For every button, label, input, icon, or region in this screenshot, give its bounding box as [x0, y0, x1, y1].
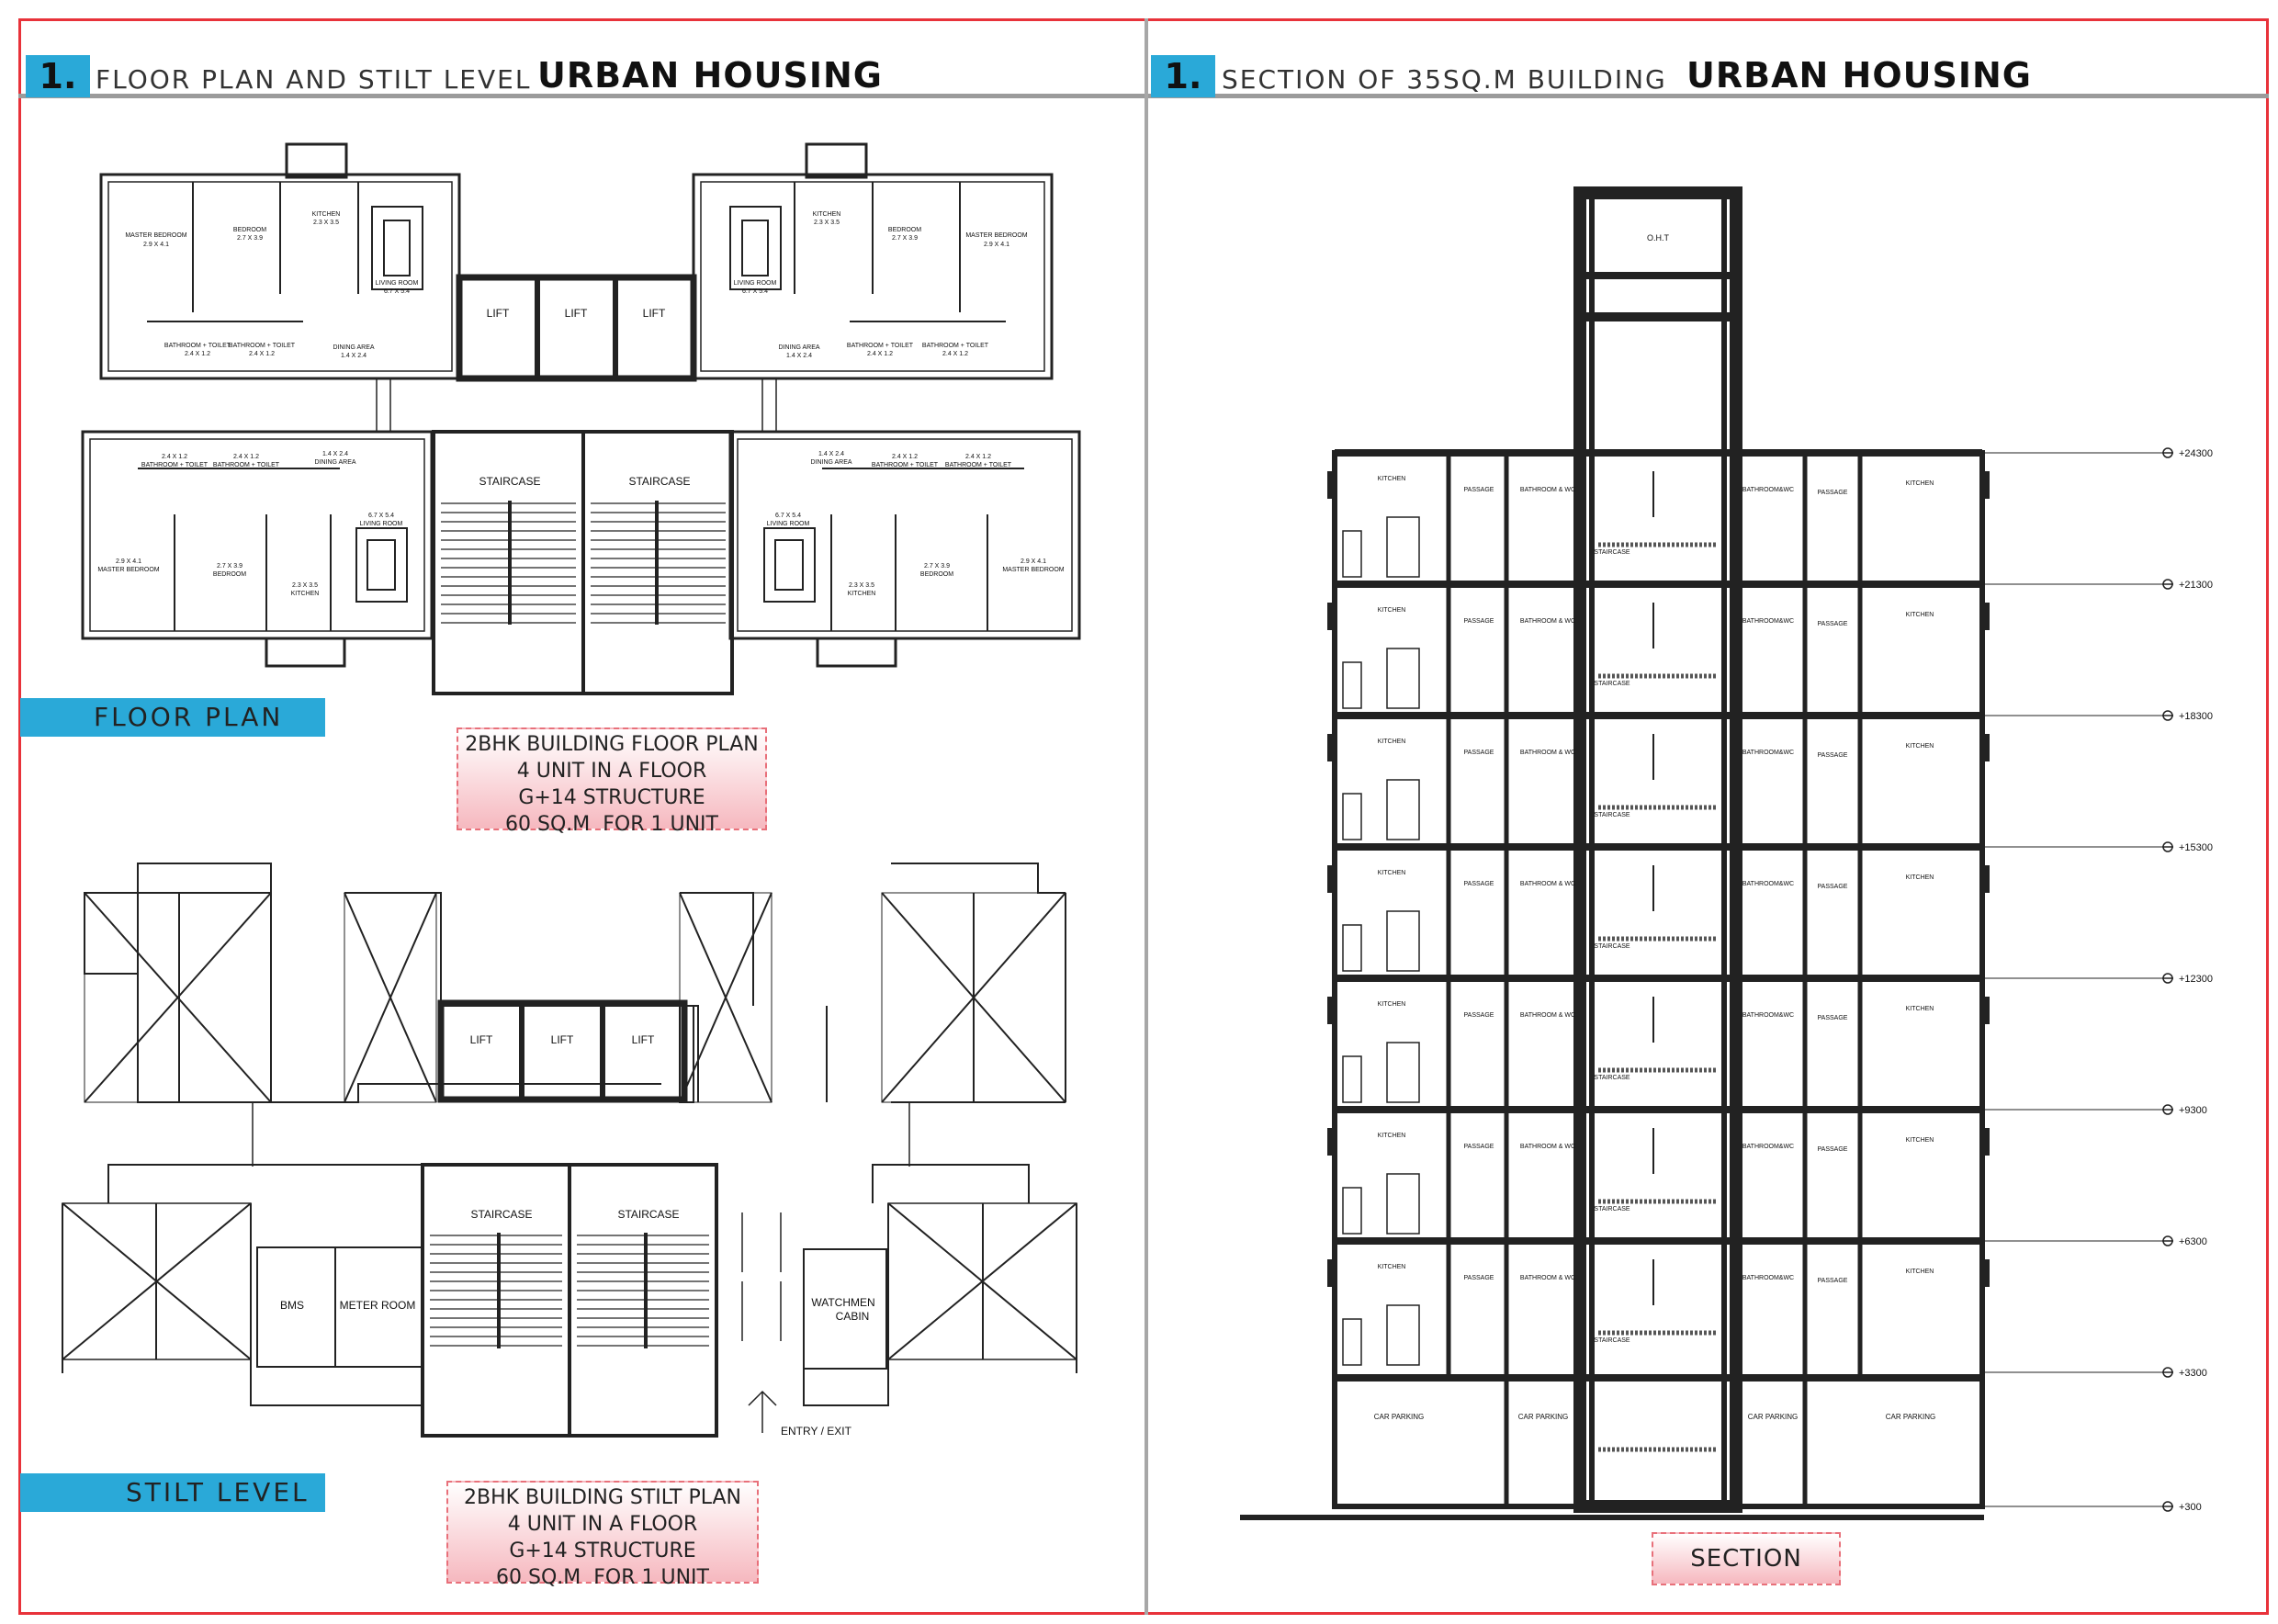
level-label: +300 [2179, 1502, 2202, 1513]
sofa [372, 207, 423, 289]
level-label: +24300 [2179, 448, 2214, 459]
balcony [806, 144, 866, 177]
section-bath-label: BATHROOM&WC [1742, 1275, 1795, 1281]
level-label: +3300 [2179, 1368, 2207, 1379]
watchmen-label: WATCHMEN [811, 1296, 875, 1309]
section-passage-label: PASSAGE [1463, 1144, 1494, 1150]
window-mark [1327, 997, 1335, 1024]
section-bath-label: BATHROOM&WC [1742, 881, 1795, 887]
room-label: BATHROOM + TOILET [921, 343, 989, 349]
section-staircase-label: STAIRCASE [1594, 943, 1630, 950]
fridge [1387, 911, 1419, 971]
room-dim: 1.4 X 2.4 [818, 451, 845, 457]
window-mark [1982, 865, 1990, 893]
section-passage-label: PASSAGE [1817, 1015, 1848, 1021]
staircase-label: STAIRCASE [479, 475, 541, 488]
room-label: BATHROOM + TOILET [871, 462, 939, 468]
section-floors [1327, 453, 1990, 1449]
room-dim: 2.7 X 3.9 [891, 235, 919, 242]
car-parking-label: CAR PARKING [1747, 1413, 1799, 1421]
room-dim: 6.7 X 5.4 [383, 288, 411, 295]
level-label: +12300 [2179, 974, 2214, 985]
section-kitchen-label: KITCHEN [1905, 480, 1934, 487]
section-bath-label: BATHROOM & WC [1519, 1275, 1576, 1281]
stilt-lift-label: LIFT [469, 1033, 493, 1046]
room-label: BEDROOM [212, 571, 247, 578]
room-dim: 1.4 X 2.4 [785, 353, 813, 359]
section-bath-label: BATHROOM & WC [1519, 1012, 1576, 1019]
balcony [266, 638, 344, 666]
section-staircase-label: STAIRCASE [1594, 1075, 1630, 1081]
section-kitchen-label: KITCHEN [1377, 1133, 1406, 1139]
section-staircase-label: STAIRCASE [1594, 681, 1630, 687]
section-kitchen-label: KITCHEN [1377, 607, 1406, 614]
room-label: LIVING ROOM [359, 521, 403, 527]
room-dim: 2.9 X 4.1 [1020, 558, 1047, 565]
section-level-markers [1982, 448, 2213, 1513]
section-kitchen-label: KITCHEN [1377, 739, 1406, 745]
section-bath-label: BATHROOM & WC [1519, 881, 1576, 887]
room-label: MASTER BEDROOM [1002, 567, 1065, 573]
section-bath-label: BATHROOM&WC [1742, 750, 1795, 756]
section-bath-label: BATHROOM&WC [1742, 618, 1795, 625]
room-label: BEDROOM [919, 571, 954, 578]
note-line: 4 UNIT IN A FLOOR [516, 760, 707, 783]
section-passage-label: PASSAGE [1463, 487, 1494, 493]
stilt-lift-label: LIFT [631, 1033, 655, 1046]
room-label: DINING AREA [810, 459, 852, 466]
room-dim: 2.9 X 4.1 [142, 242, 170, 248]
room-label: LIVING ROOM [766, 521, 810, 527]
room-label: BATHROOM + TOILET [141, 462, 209, 468]
window-mark [1327, 865, 1335, 893]
room-label: MASTER BEDROOM [965, 232, 1028, 239]
level-label: +6300 [2179, 1236, 2207, 1247]
level-label: +18300 [2179, 711, 2214, 722]
room-label: KITCHEN [847, 591, 876, 597]
room-dim: 2.4 X 1.2 [891, 454, 919, 460]
room-dim: 2.7 X 3.9 [923, 563, 951, 570]
room-dim: 2.3 X 3.5 [291, 582, 319, 589]
window-mark [1327, 734, 1335, 761]
left-header-subtitle: FLOOR PLAN AND STILT LEVEL [96, 64, 532, 95]
counter [1343, 1056, 1361, 1102]
level-label: +9300 [2179, 1105, 2207, 1116]
stilt-lift-core [441, 1003, 684, 1100]
section-kitchen-label: KITCHEN [1377, 1264, 1406, 1270]
room-dim: 2.7 X 3.9 [216, 563, 243, 570]
section-passage-label: PASSAGE [1817, 884, 1848, 890]
section-staircase-label: STAIRCASE [1594, 812, 1630, 818]
fridge [1387, 1174, 1419, 1234]
balcony [818, 638, 896, 666]
note-line: 4 UNIT IN A FLOOR [507, 1513, 698, 1536]
section-kitchen-label: KITCHEN [1905, 1006, 1934, 1012]
section-bath-label: BATHROOM&WC [1742, 487, 1795, 493]
room-label: MASTER BEDROOM [97, 567, 160, 573]
level-label: +15300 [2179, 842, 2214, 853]
stilt-staircase-label: STAIRCASE [470, 1208, 533, 1221]
left-header-title: URBAN HOUSING [537, 55, 883, 96]
section-bath-label: BATHROOM & WC [1519, 1144, 1576, 1150]
note-line: 60 SQ.M FOR 1 UNIT [505, 813, 718, 836]
room-label: BATHROOM + TOILET [212, 462, 280, 468]
car-parking-label: CAR PARKING [1517, 1413, 1569, 1421]
room-label: BATHROOM + TOILET [944, 462, 1012, 468]
room-dim: 2.9 X 4.1 [115, 558, 142, 565]
note-line: G+14 STRUCTURE [509, 1539, 696, 1562]
room-label: BATHROOM + TOILET [846, 343, 914, 349]
section-passage-label: PASSAGE [1817, 1278, 1848, 1284]
lift-core [459, 277, 694, 378]
window-mark [1982, 1259, 1990, 1287]
section-bath-label: BATHROOM&WC [1742, 1144, 1795, 1150]
room-dim: 2.7 X 3.9 [236, 235, 264, 242]
level-label: +21300 [2179, 580, 2214, 591]
bms-label: BMS [279, 1299, 305, 1312]
room-dim: 6.7 X 5.4 [367, 513, 395, 519]
window-mark [1327, 1128, 1335, 1156]
room-label: LIVING ROOM [733, 280, 777, 287]
fridge [1387, 517, 1419, 577]
room-dim: 6.7 X 5.4 [741, 288, 769, 295]
section-staircase-label: STAIRCASE [1594, 1206, 1630, 1212]
note-line: 60 SQ.M FOR 1 UNIT [496, 1566, 709, 1589]
car-parking-label: CAR PARKING [1885, 1413, 1936, 1421]
window-mark [1327, 603, 1335, 630]
entry-arrow [749, 1392, 776, 1433]
room-dim: 2.4 X 1.2 [942, 351, 969, 357]
room-dim: 1.4 X 2.4 [321, 451, 349, 457]
floor-plan-tab: FLOOR PLAN [20, 698, 325, 737]
room-label: DINING AREA [778, 344, 820, 351]
room-dim: 2.4 X 1.2 [184, 351, 211, 357]
section-passage-label: PASSAGE [1817, 752, 1848, 759]
section-passage-label: PASSAGE [1463, 1012, 1494, 1019]
entry-exit-label: ENTRY / EXIT [781, 1425, 851, 1438]
room-label: BEDROOM [232, 227, 267, 233]
section-kitchen-label: KITCHEN [1377, 870, 1406, 876]
left-section-number: 1. [26, 55, 90, 97]
window-mark [1327, 1259, 1335, 1287]
meter-room-label: METER ROOM [339, 1299, 416, 1312]
fridge [1387, 648, 1419, 708]
stilt-level-tab: STILT LEVEL [20, 1473, 325, 1512]
room-label: LIVING ROOM [375, 280, 419, 287]
section-kitchen-label: KITCHEN [1905, 612, 1934, 618]
section-kitchen-label: KITCHEN [1377, 1001, 1406, 1008]
lift-label: LIFT [486, 307, 510, 320]
section-bath-label: BATHROOM & WC [1519, 750, 1576, 756]
stilt-staircase-label: STAIRCASE [617, 1208, 680, 1221]
room-label: BATHROOM + TOILET [228, 343, 296, 349]
fridge [1387, 1043, 1419, 1102]
room-dim: 6.7 X 5.4 [774, 513, 802, 519]
window-mark [1982, 603, 1990, 630]
section-staircase-label: STAIRCASE [1594, 1337, 1630, 1344]
room-label: DINING AREA [333, 344, 375, 351]
counter [1343, 531, 1361, 577]
fridge [1387, 780, 1419, 840]
section-label: SECTION [1690, 1545, 1802, 1573]
section-kitchen-label: KITCHEN [1905, 1137, 1934, 1144]
balcony [287, 144, 346, 177]
counter [1343, 1188, 1361, 1234]
room-dim: 2.3 X 3.5 [848, 582, 875, 589]
window-mark [1982, 734, 1990, 761]
note-line: 2BHK BUILDING FLOOR PLAN [465, 733, 759, 756]
section-kitchen-label: KITCHEN [1905, 874, 1934, 881]
note-line: G+14 STRUCTURE [518, 786, 705, 809]
stilt-lift-label: LIFT [550, 1033, 574, 1046]
section-bath-label: BATHROOM & WC [1519, 618, 1576, 625]
window-mark [1982, 471, 1990, 499]
stilt-plan [62, 863, 1077, 1436]
oht-label: O.H.T [1647, 233, 1669, 242]
room-label: MASTER BEDROOM [125, 232, 187, 239]
window-mark [1982, 1128, 1990, 1156]
section-passage-label: PASSAGE [1463, 1275, 1494, 1281]
right-header-subtitle: SECTION OF 35SQ.M BUILDING [1222, 64, 1667, 95]
room-dim: 2.4 X 1.2 [232, 454, 260, 460]
room-label: KITCHEN [812, 211, 841, 218]
section-bath-label: BATHROOM&WC [1742, 1012, 1795, 1019]
section-kitchen-label: KITCHEN [1905, 743, 1934, 750]
section-bath-label: BATHROOM & WC [1519, 487, 1576, 493]
sofa [730, 207, 781, 289]
section-passage-label: PASSAGE [1817, 1146, 1848, 1153]
counter [1343, 662, 1361, 708]
watchmen-cabin [804, 1249, 886, 1369]
watchmen-label: CABIN [835, 1310, 870, 1323]
room-dim: 2.4 X 1.2 [964, 454, 992, 460]
right-header-title: URBAN HOUSING [1686, 55, 2032, 96]
room-label: DINING AREA [314, 459, 356, 466]
room-dim: 2.4 X 1.2 [248, 351, 276, 357]
section-kitchen-label: KITCHEN [1905, 1269, 1934, 1275]
section-passage-label: PASSAGE [1817, 621, 1848, 627]
lift-label: LIFT [642, 307, 666, 320]
counter [1343, 1319, 1361, 1365]
room-dim: 2.4 X 1.2 [866, 351, 894, 357]
room-label: KITCHEN [290, 591, 320, 597]
room-dim: 2.9 X 4.1 [983, 242, 1010, 248]
section-passage-label: PASSAGE [1463, 881, 1494, 887]
section-kitchen-label: KITCHEN [1377, 476, 1406, 482]
window-mark [1982, 997, 1990, 1024]
section-staircase-label: STAIRCASE [1594, 549, 1630, 556]
fridge [1387, 1305, 1419, 1365]
section-passage-label: PASSAGE [1817, 490, 1848, 496]
lift-label: LIFT [564, 307, 588, 320]
staircase-label: STAIRCASE [628, 475, 691, 488]
room-label: BATHROOM + TOILET [164, 343, 231, 349]
note-line: 2BHK BUILDING STILT PLAN [463, 1486, 741, 1509]
window-mark [1327, 471, 1335, 499]
right-section-number: 1. [1151, 55, 1215, 97]
room-label: BEDROOM [887, 227, 922, 233]
room-label: KITCHEN [311, 211, 341, 218]
section-passage-label: PASSAGE [1463, 750, 1494, 756]
counter [1343, 925, 1361, 971]
section-passage-label: PASSAGE [1463, 618, 1494, 625]
counter [1343, 794, 1361, 840]
room-dim: 1.4 X 2.4 [340, 353, 367, 359]
car-parking-label: CAR PARKING [1373, 1413, 1425, 1421]
room-dim: 2.3 X 3.5 [813, 220, 840, 226]
room-dim: 2.3 X 3.5 [312, 220, 340, 226]
room-dim: 2.4 X 1.2 [161, 454, 188, 460]
